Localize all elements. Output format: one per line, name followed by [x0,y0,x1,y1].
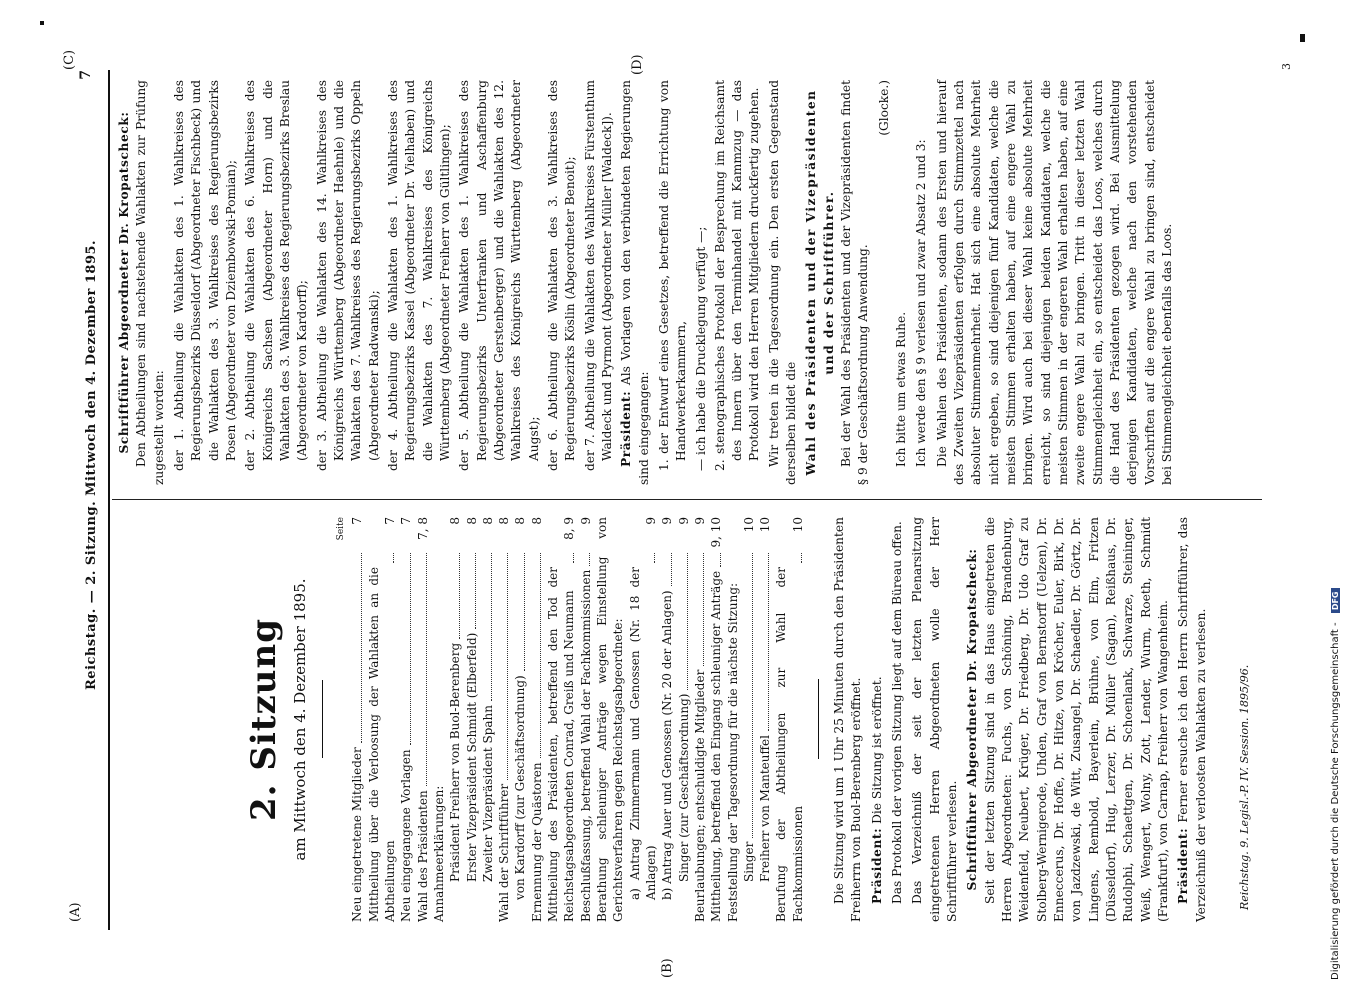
toc-entry-text: a) Antrag Zimmermann und Genossen (Nr. 18 der Anlagen) [627,567,658,900]
toc-leader-dots [801,553,802,563]
toc-entry-text: Berufung der Abtheilungen zur Wahl der Fachkommissionen [774,567,805,922]
toc-leader-dots [752,553,753,838]
toc-page-number: 9, 10 [709,517,724,548]
toc-page-number: 7 [350,517,365,525]
margin-marker-d: (D) [630,54,645,75]
margin-marker-a: (A) [68,902,83,922]
toc-entry [415,517,431,922]
toc-page-number: 9 [578,517,593,525]
toc-entry [578,517,594,922]
toc-page-number: 9 [643,517,658,525]
toc-entry-text: Singer [741,841,756,882]
toc-page-number: 8 [497,517,512,525]
toc-entry-text: Singer (zur Geschäftsordnung) [676,693,691,882]
speaker-label: Präsident: [1176,827,1191,904]
toc-entry-text: Neu eingegangene Vorlagen [399,749,414,922]
footer-citation: Reichstag. 9. Legisl.-P. IV. Session. 1895/96. [1238,664,1251,910]
toc-page-number: 7 [382,517,397,525]
toc-page-number: 8 [529,517,544,525]
intro-paragraph: Den Abtheilungen sind nachstehende Wahlakten zur Prüfung zugestellt worden: [134,80,166,485]
table-of-contents [349,517,806,922]
toc-page-number: 10 [741,517,756,533]
toc-leader-dots [703,553,704,666]
allocation-item: der 5. Abtheilung die Wahlakten des 1. Wahlkreises des Regierungsbezirks Unterfranken und Aschaffenburg (Abgeordneter Gerstenberger) und die Wahlakten des 12. Wahlkreises des Königreichs Württemberg (Abgeordneter Augst); [457,80,541,471]
footer-page-number: 3 [1280,63,1293,70]
toc-entry-text: Berathung schleuniger Anträge wegen Einstellung von Gerichtsverfahren gegen Reichstagsabgeordnete: [595,517,626,922]
toc-leader-dots [687,553,688,690]
speech-text: Als Vorlagen von den verbündeten Regierungen sind eingegangen: [619,79,651,485]
toc-entry-text: Wahl des Präsidenten [415,790,430,922]
toc-page-number: 7, 8 [415,517,430,540]
toc-page-number: 9 [660,517,675,525]
credit-text: Digitalisierung gefördert durch die Deutsche Forschungsgemeinschaft - [1330,622,1341,980]
toc-entry [708,517,724,922]
toc-leader-dots [491,553,492,701]
toc-page-number: 8, 9 [562,517,577,540]
toc-leader-dots [654,553,655,563]
toc-entry [496,517,512,922]
toc-entry [692,517,708,922]
title-rule [322,681,323,759]
margin-marker-c: (C) [62,49,77,70]
toc-entry [431,517,447,922]
toc-entry-text: Mittheilung, betreffend den Eingang schleuniger Anträge [709,570,724,922]
section-heading: Wahl des Präsidenten und der Vizepräsidenten und der Schriftführer. [804,89,836,476]
toc-entry-text: Freiherr von Manteuffel [758,735,773,882]
toc-page-number: 9 [692,517,707,525]
toc-entry-text: Zweiter Vizepräsident Spahn [480,705,495,882]
opening-paragraph: Die Sitzung wird um 1 Uhr 25 Minuten durch den Präsidenten Freiherrn von Buol-Berenberg eröffnet. [832,517,864,922]
agenda-paragraph: Wir treten in die Tagesordnung ein. Den ersten Gegenstand derselben bildet die [766,80,799,485]
toc-entry [398,517,414,922]
speaker-label: Präsident: [869,827,884,904]
scan-mark [1300,34,1305,42]
allocation-item: der 1. Abtheilung die Wahlakten des 1. Wahlkreises des Regierungsbezirks Düsseldorf (Abgeordneter Fischbeck) und die Wahlakten des 3. Wahlkreises des Regierungsbezirks Posen (Abgeordneter von Dziembowski-Pomian); [171,80,238,471]
toc-entry [545,517,578,922]
toc-leader-dots [361,553,362,743]
page-header [70,70,110,930]
toc-entry [627,517,660,922]
election-paragraph: Bei der Wahl des Präsidenten und der Vizepräsidenten findet § 9 der Geschäftsordnung Anwendung. [839,80,871,485]
toc-leader-dots [507,553,508,780]
toc-page-number: 7 [399,517,414,525]
page-number: 7 [78,70,94,80]
toc-entry [349,517,365,922]
speaker-label: Präsident: [619,390,634,467]
margin-marker-b: (B) [660,958,675,978]
president-statement [869,517,886,922]
section-rule [818,680,819,760]
toc-page-number: 10 [790,517,805,533]
toc-page-number: 8 [513,517,528,525]
quiet-request: Ich bitte um etwas Ruhe. [894,311,909,467]
toc-entry [529,517,545,922]
toc-entry-text: Präsident Freiherr von Buol-Berenberg [448,642,463,882]
toc-page-number: 8 [480,517,495,525]
speech-text: Die Sitzung ist eröffnet. [869,676,884,824]
toc-leader-dots [524,553,525,671]
toc-entry [676,517,692,922]
submission-item: 2. stenographisches Protokoll der Besprechung im Reichsamt des Innern über den Terminhandel mit Kammzug — das Protokoll wird den Herren Mitgliedern druckfertig zugehen. [712,80,762,471]
register-paragraph: Das Verzeichniß der seit der letzten Plenarsitzung eingetretenen Herren Abgeordneten wolle der Herr Schriftführer verlesen. [910,517,960,922]
session-date: am Mittwoch den 4. Dezember 1895. [291,578,310,861]
president-statement [1175,517,1210,922]
toc-entry-text: Wahl der Schriftführer [497,783,512,922]
allocation-item: der 4. Abtheilung die Wahlakten des 1. Wahlkreises des Regierungsbezirks Kassel (Abgeordneter Dr. Vielhaben) und die Wahlakten des 7. Wahlkreises des Königreichs Württemberg (Abgeordneter Freiherr von Gültlingen); [385,80,452,471]
allocation-item: der 2. Abtheilung die Wahlakten des 6. Wahlkreises des Königreichs Sachsen (Abgeordneter Horn) und die Wahlakten des 3. Wahlkreises des Regierungsbezirks Breslau (Abgeordneter von Kardorff); [243,80,310,471]
toc-entry [725,517,741,922]
paragraph-announcement: Ich werde den § 9 verlesen und zwar Absatz 2 und 3: [914,139,929,467]
allocation-item: der 7. Abtheilung die Wahlakten des Wahlkreises Fürstenthum Waldeck und Pyrmont (Abgeordneter Müller [Waldeck]). [582,80,614,471]
toc-leader-dots [459,553,460,639]
toc-entry-text: Neu eingetretene Mitglieder [350,747,365,922]
toc-page-number: 8 [464,517,479,525]
toc-entry-text: b) Antrag Auer und Genossen (Nr. 20 der Anlagen) [660,590,675,900]
speaker-label: Schriftführer Abgeordneter Dr. Kropatscheck: [117,111,131,454]
speech-text: Ferner ersuche ich den Herrn Schriftführer, das Verzeichniß der verloosten Wahlakten zu verlesen. [1176,516,1208,922]
protocol-paragraph: Das Protokoll der vorigen Sitzung liegt auf dem Büreau offen. [890,521,905,904]
submission-item: — ich habe die Drucklegung verfügt —; [693,226,708,471]
bell-note: (Glocke.) [876,80,891,136]
toc-entry [659,517,675,922]
toc-entry-text: Erster Vizepräsident Schmidt (Elberfeld) [464,632,479,882]
toc-entry [594,517,627,922]
allocation-list [171,80,616,485]
toc-entry-text: von Kardorff (zur Geschäftsordnung) [513,675,528,900]
toc-entry [480,517,496,922]
toc-entry-text: Beschlußfassung, betreffend Wahl der Fachkommissionen [578,569,593,922]
toc-leader-dots [393,553,394,563]
dfg-logo: DFG [1331,589,1340,614]
toc-leader-dots [573,553,574,563]
allocation-item: der 6. Abtheilung die Wahlakten des 3. Wahlkreises des Regierungsbezirks Köslin (Abgeordneter Benoit); [545,80,578,471]
toc-entry-text: Ernennung der Quästoren [529,762,544,922]
toc-entry-text: Mittheilung des Präsidenten, betreffend den Tod der Reichstagsabgeordneten Conrad, Greiß und Neumann [546,567,577,922]
toc-page-number: 8 [448,517,463,525]
toc-leader-dots [410,553,411,745]
submission-item: 1. der Entwurf eines Gesetzes, betreffend die Errichtung von Handwerkerkammern, [656,80,689,471]
scan-mark [40,21,44,25]
toc-leader-dots [589,553,590,566]
toc-leader-dots [475,553,476,629]
toc-leader-dots [540,553,541,758]
toc-leader-dots [671,553,672,586]
president-statement [618,80,653,485]
rules-paragraph: Die Wahlen des Präsidenten, sodann des Ersten und hierauf des Zweiten Vizepräsidenten erfolgen durch Stimmzettel nach absoluter Stimmenmehrheit. Hat sich eine absolute Mehrheit nicht ergeben, so sind diejenigen fünf Kandidaten, welche die meisten Stimmen erhalten haben, auf eine engere Wahl zu bringen. Wird auch bei dieser Wahl keine absolute Mehrheit erreicht, so sind diejenigen beiden Kandidaten, welche die meisten Stimmen in der engeren Wahl erhalten haben, auf eine zweite engere Wahl zu bringen. Tritt in dieser letzten Wahl Stimmengleichheit ein, so entscheidet das Loos, welches durch die Hand des Präsidenten gezogen wird. Bei Ausmittelung derjenigen Kandidaten, welche nach den vorstehenden Vorschriften auf die engere Wahl zu bringen sind, entscheidet bei Stimmengleichheit ebenfalls das Loos. [934,80,1175,485]
toc-entry-text: Beurlaubungen; entschuldigte Mitglieder [692,669,707,922]
toc-leader-dots [426,553,427,786]
header-title: Reichstag. — 2. Sitzung. Mittwoch den 4. Dezember 1895. [84,239,99,690]
toc-entry [447,517,463,922]
toc-entry-text: Mittheilung über die Verloosung der Wahlakten an die Abtheilungen [366,567,397,922]
digitization-credit [1330,0,1348,980]
toc-page-number: 10 [758,517,773,533]
toc-entry [464,517,480,922]
column-divider [112,499,1262,500]
toc-entry [366,517,399,922]
members-paragraph: Seit der letzten Sitzung sind in das Haus eingetreten die Herren Abgeordneten: Fuchs, von Schöning, Brandenburg, Weidenfeld, Neubert, Krüger, Dr. Friedberg, Dr. Udo Graf zu Stolberg-Wernigerode, Uhden, Graf von Bernstorff (Uelzen), Dr. Enneccerus, Dr. Hoffe, Dr. Hitze, von Kröcher, Euler, Birk, Dr. von Jazdzewski, de Witt, Zusangel, Dr. Schaedler, Dr. Görtz, Dr. Lingens, Rembold, Bayerlein, Brühne, von Elm, Fritzen (Düsseldorf), Hug, Lerzer, Dr. Müller (Sagan), Reißhaus, Dr. Rudolphi, Schaettgen, Dr. Schoenlank, Schwarze, Steininger, Weiß, Wengert, Wolny, Zott, Lender, Wurm, Roeth, Schmidt (Frankfurt), von Carnap, Freiherr von Wangenheim. [982,517,1170,922]
toc-page-number: 9 [676,517,691,525]
toc-entry-text: Annahmeerklärungen: [431,785,446,922]
speaker-label: Schriftführer Abgeordneter Dr. Kropatscheck: [965,548,980,891]
toc-heading: Seite [335,517,346,541]
toc-leader-dots [768,553,769,731]
toc-entry [757,517,773,922]
toc-entry [741,517,757,922]
toc-entry-text: Feststellung der Tagesordnung für die nächste Sitzung: [725,582,740,922]
toc-entry [773,517,806,922]
session-title: 2. Sitzung [244,617,284,822]
submissions-list [656,80,764,485]
allocation-item: der 3. Abtheilung die Wahlakten des 14. Wahlkreises des Königreichs Württemberg (Abgeordneter Haehnle) und die Wahlakten des 7. Wahlkreises des Regierungsbezirks Oppeln (Abgeordneter Radwanski); [314,80,381,471]
left-column [116,517,1213,922]
toc-entry [512,517,528,922]
right-column [116,80,1179,485]
toc-leader-dots [720,553,721,567]
